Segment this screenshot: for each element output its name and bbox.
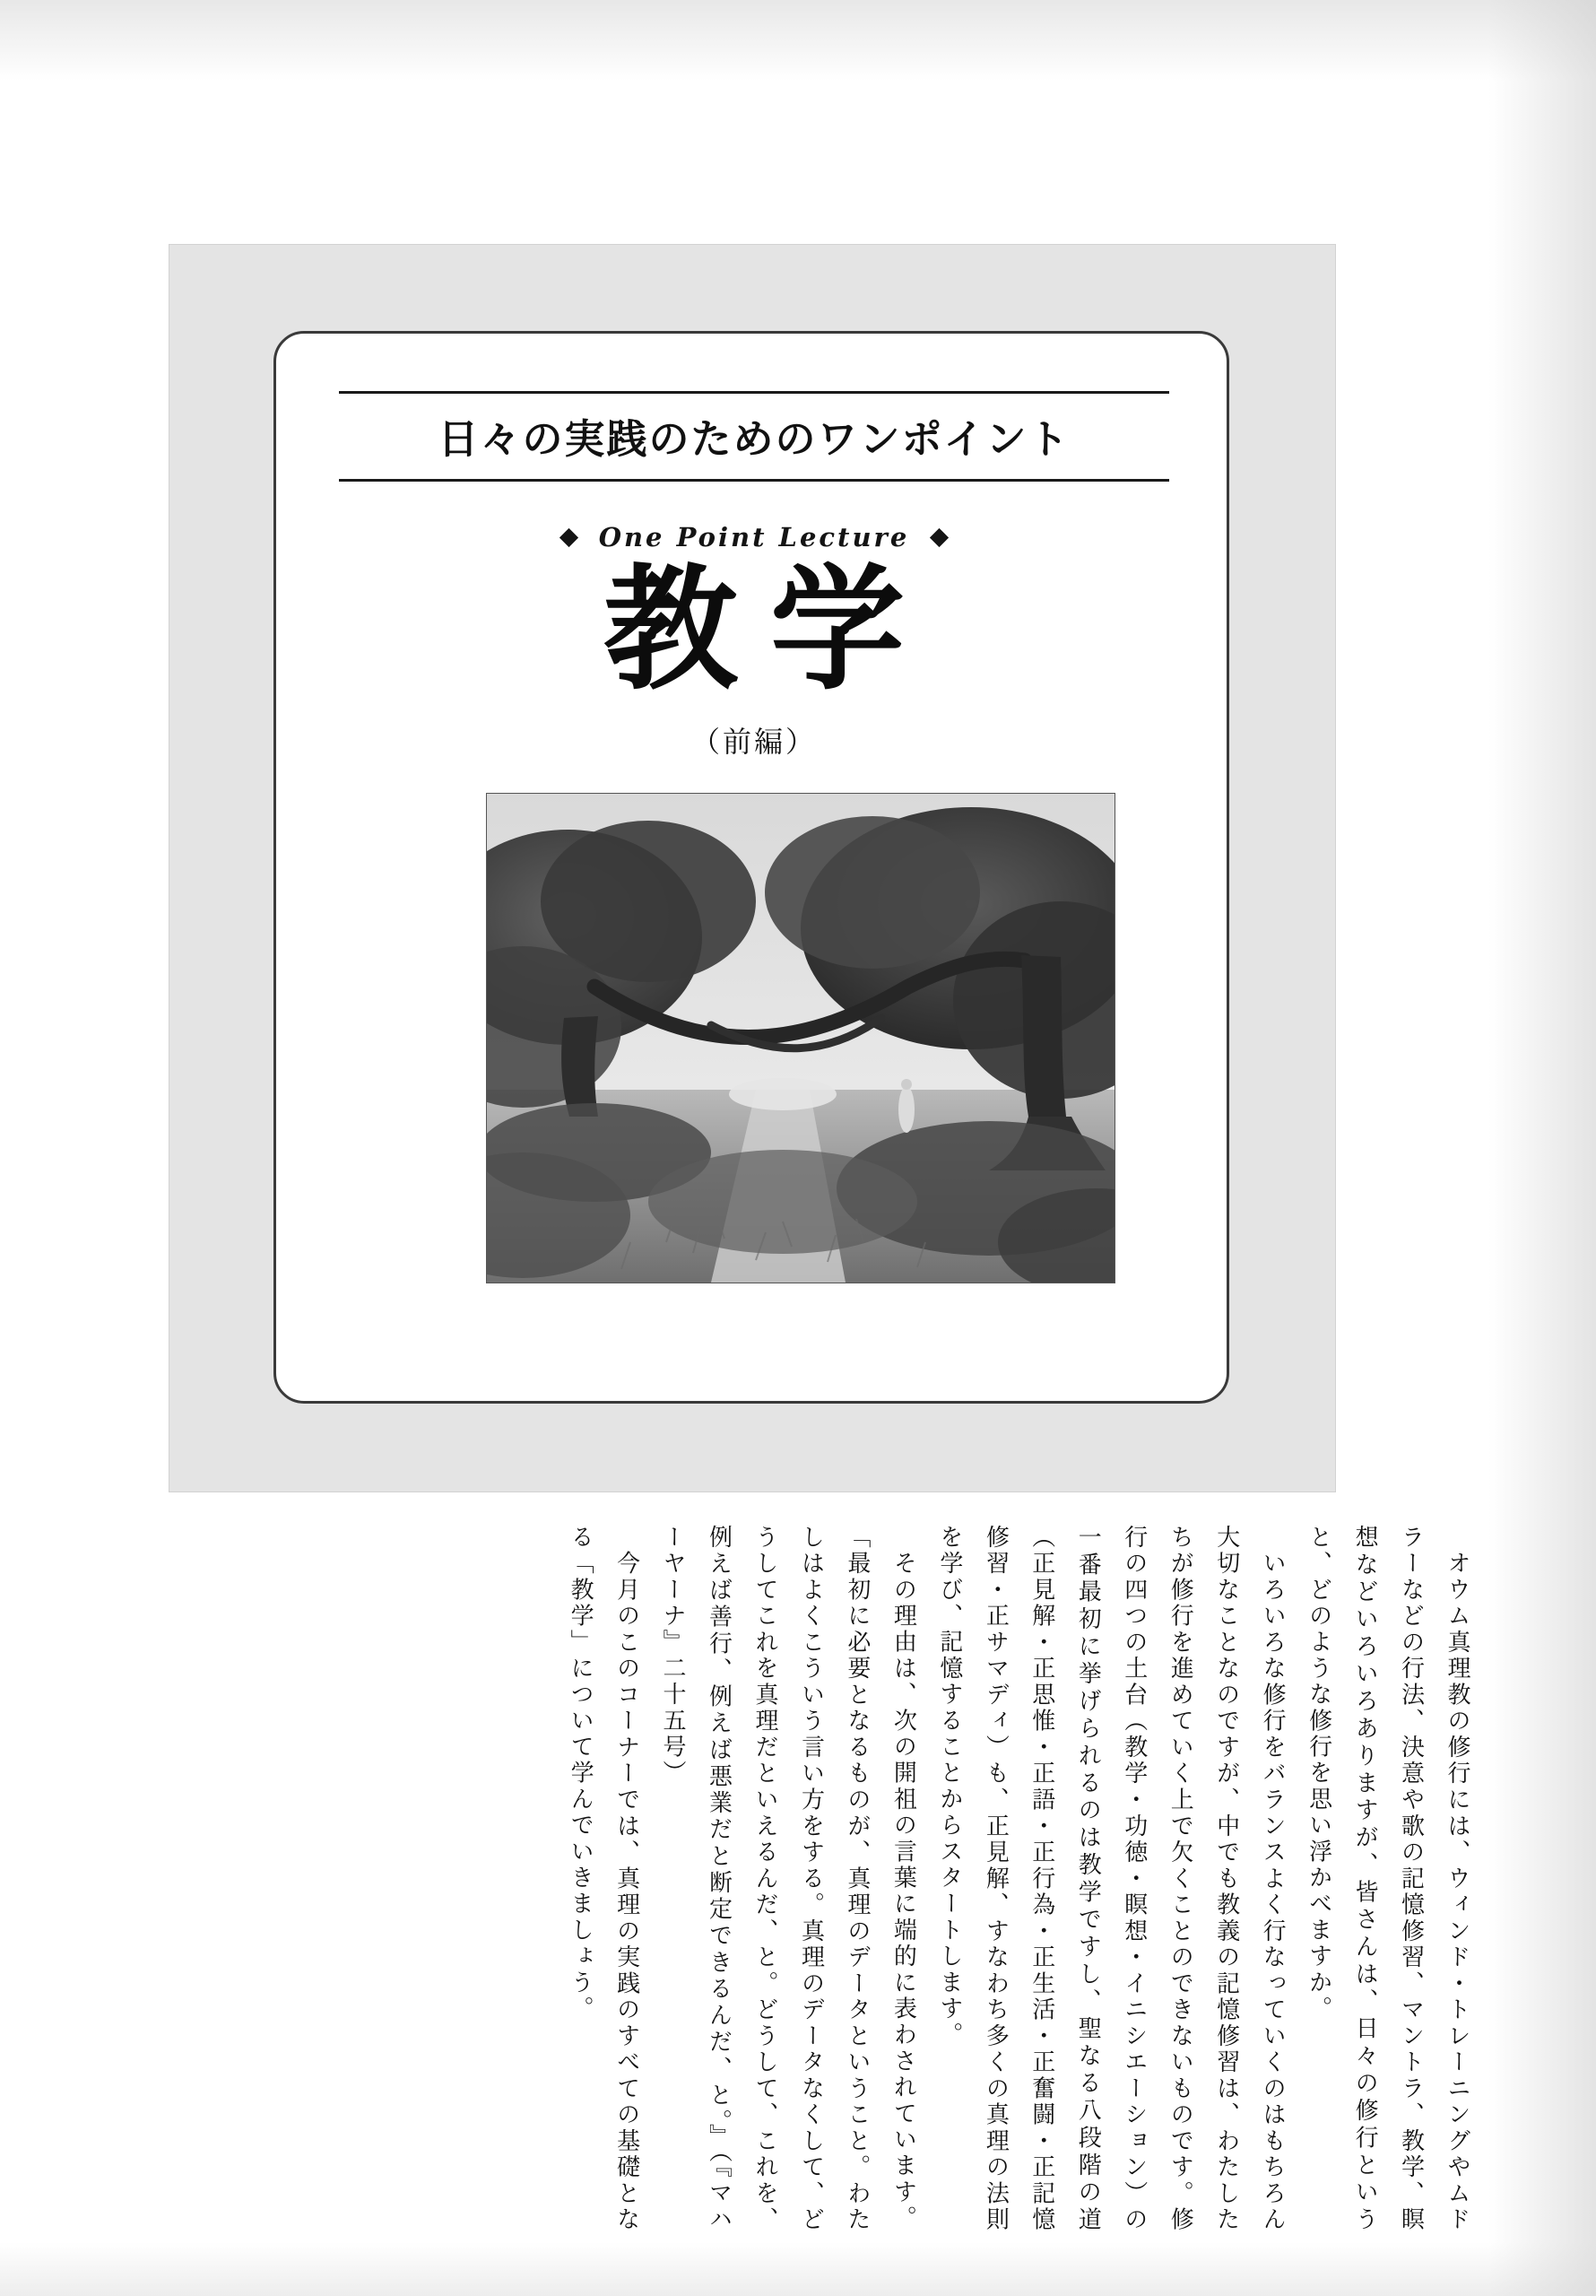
- body-paragraph: 今月のこのコーナーでは、真理の実践のすべての基礎となる「教学」について学んでいきましょう。: [567, 1525, 640, 2233]
- body-paragraph: いろいろな修行をバランスよく行なっていくのはもちろん大切なことなのですが、中でも教義の記憶修習は、わたしたちが修行を進めていく上で欠くことのできないものです。修行の四つの土台（教学・功徳・瞑想・イニシエーション）の一番最初に挙げられるのは教学ですし、聖なる八段階の道（正見解・正思惟・正語・正行為・正生活・正奮闘・正記憶修習・正サマディ）も、正見解、すなわち多くの真理の法則を学び、記憶することからスタートします。: [935, 1525, 1287, 2233]
- header-inner-frame: [273, 331, 1229, 1404]
- page-title: 日々の実践のためのワンポイント: [438, 415, 1071, 463]
- subtitle-english: One Point Lecture: [598, 522, 910, 552]
- article-body: [126, 1525, 1479, 2233]
- header-photograph: [486, 793, 1115, 1283]
- title-rule-bottom: [339, 479, 1169, 482]
- body-paragraph: その理由は、次の開祖の言葉に端的に表わされています。: [889, 1525, 917, 2232]
- body-paragraph: 「最初に必要となるものが、真理のデータということ。わたしはよくこういう言い方をする。真理のデータなくして、どうしてこれを真理だといえるんだ、と。どうして、これを、例えば善行、例えば悪業だと断定できるんだ、と。』（『マハーヤーナ』二十五号）: [659, 1525, 871, 2233]
- body-paragraph: オウム真理教の修行には、ウィンド・トレーニングやムドラーなどの行法、決意や歌の記憶修習、マントラ、教学、瞑想などいろいろありますが、皆さんは、日々の修行というと、どのような修行を思い浮かべますか。: [1305, 1525, 1470, 2233]
- part-label: （前編）: [690, 725, 817, 759]
- scan-shadow-right: [1488, 0, 1596, 2296]
- scan-shadow-top: [0, 0, 1596, 81]
- title-block: [339, 391, 1169, 482]
- subtitle-row: [339, 522, 1169, 552]
- header-panel: [169, 244, 1336, 1492]
- main-heading-kanji: 教学: [603, 551, 937, 709]
- scan-shadow-bottom: [0, 2242, 1596, 2296]
- diamond-icon: [930, 527, 949, 546]
- diamond-icon: [559, 527, 578, 546]
